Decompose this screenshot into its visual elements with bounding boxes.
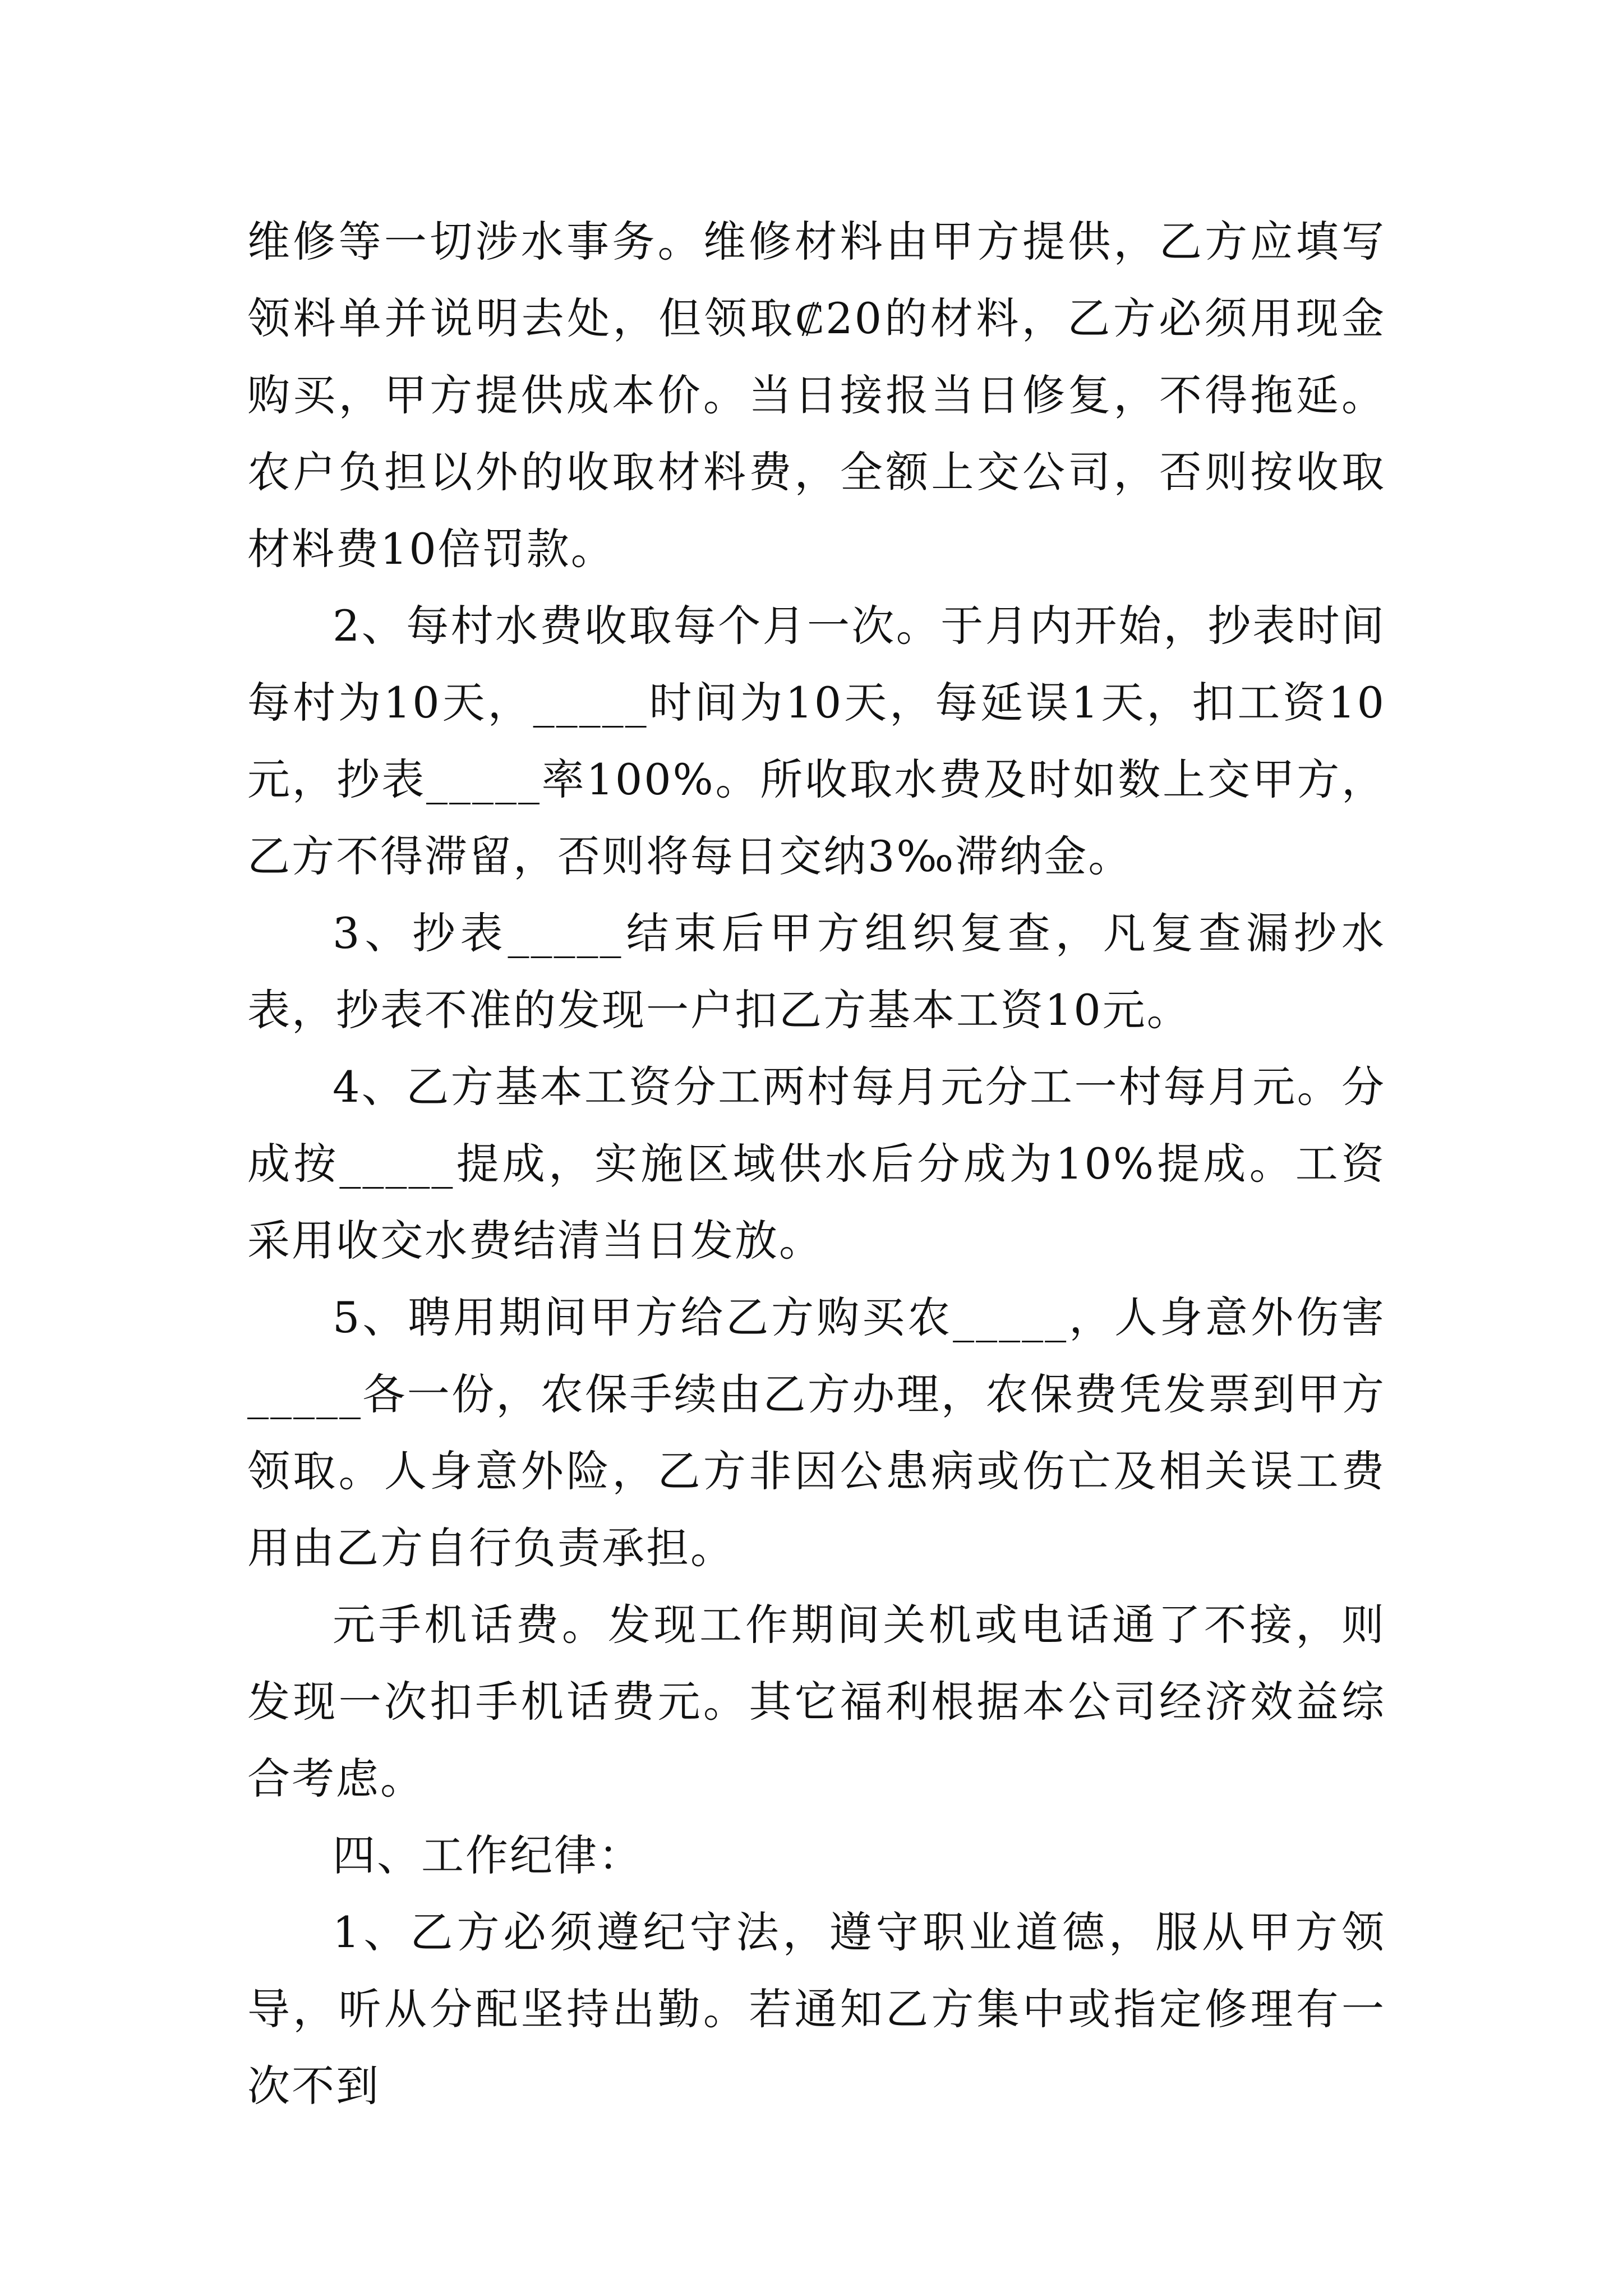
paragraph-item-4: 4、乙方基本工资分工两村每月元分工一村每月元。分成按_____提成，实施区域供水后分成为10%提成。工资采用收交水费结清当日发放。 <box>247 1062 1386 1266</box>
paragraph-item-2: 2、每村水费收取每个月一次。于月内开始，抄表时间每村为10天，_____时间为10天，每延误1天，扣工资10元，抄表_____率100%。所收取水费及时如数上交甲方，乙方不得滞留，否则将每日交纳3‰滞纳金。 <box>247 601 1386 881</box>
paragraph-phone-allowance: 元手机话费。发现工作期间关机或电话通了不接，则发现一次扣手机话费元。其它福利根据本公司经济效益综合考虑。 <box>247 1600 1386 1803</box>
section-heading-work-discipline: 四、工作纪律： <box>333 1830 643 1880</box>
paragraph-continuation: 维修等一切涉水事务。维修材料由甲方提供，乙方应填写领料单并说明去处，但领取₡20的材料，乙方必须用现金购买，甲方提供成本价。当日接报当日修复，不得拖延。农户负担以外的收取材料费，全额上交公司，否则按收取材料费10倍罚款。 <box>247 217 1386 574</box>
paragraph-discipline-item-1: 1、乙方必须遵纪守法，遵守职业道德，服从甲方领导，听从分配坚持出勤。若通知乙方集中或指定修理有一次不到 <box>247 1907 1386 2111</box>
document-body <box>247 203 1386 2124</box>
paragraph-item-5: 5、聘用期间甲方给乙方购买农_____，人身意外伤害_____各一份，农保手续由乙方办理，农保费凭发票到甲方领取。人身意外险，乙方非因公患病或伤亡及相关误工费用由乙方自行负责承担。 <box>247 1292 1386 1573</box>
paragraph-item-3: 3、抄表_____结束后甲方组织复查，凡复查漏抄水表，抄表不准的发现一户扣乙方基本工资10元。 <box>247 908 1386 1035</box>
